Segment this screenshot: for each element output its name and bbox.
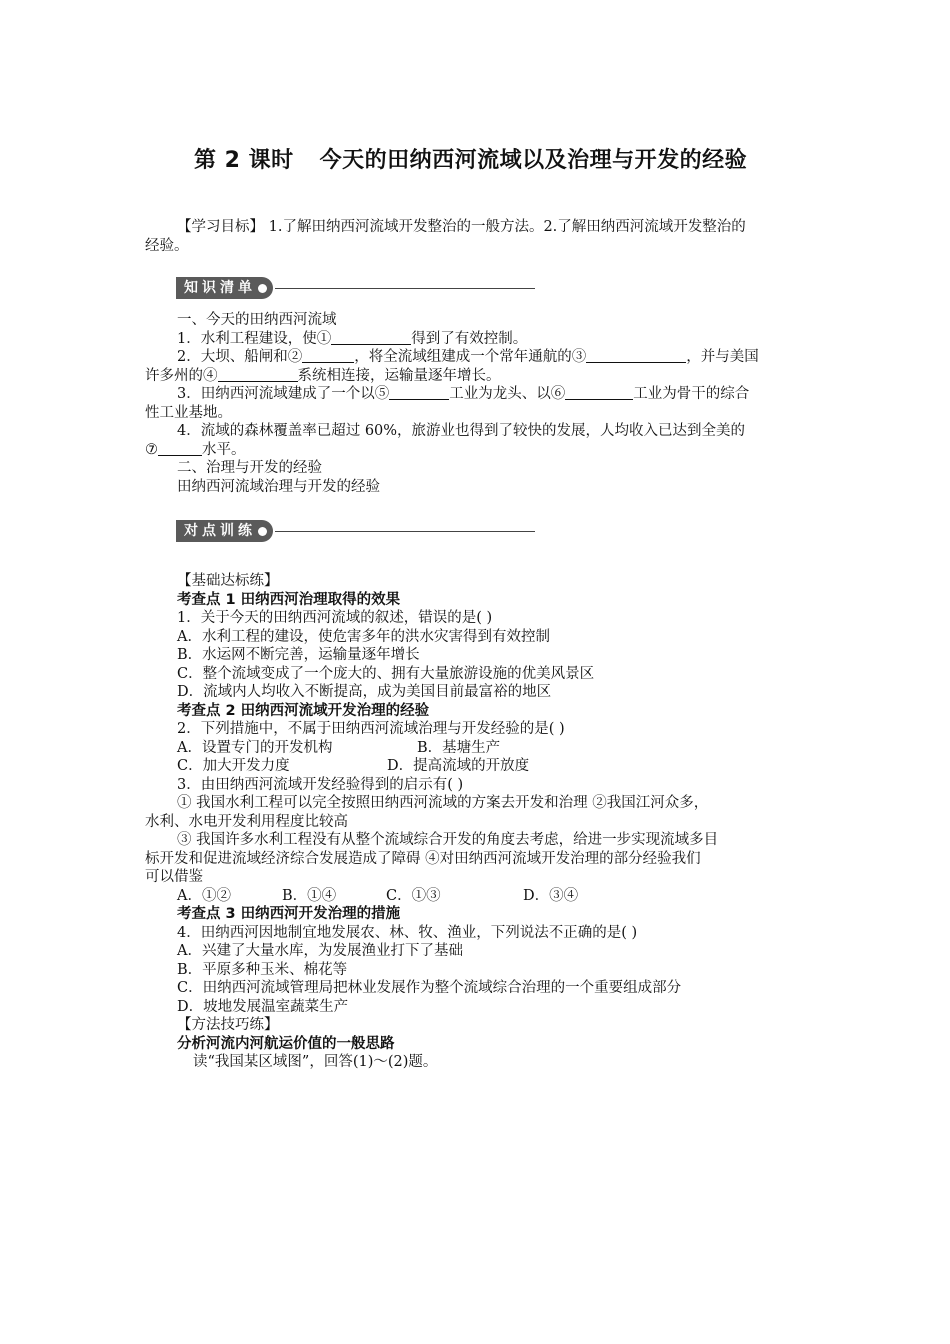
section-subheading: 田纳西河流域治理与开发的经验 (177, 478, 380, 495)
method-practice-label: 【方法技巧练】 (177, 1017, 279, 1033)
option: D．流域内人均收入不断提高，成为美国目前最富裕的地区 (177, 684, 552, 700)
checkpoint-3: 考查点 3 田纳西河开发治理的措施 (177, 906, 401, 922)
list-item-cont: ⑦ 水平。 (145, 441, 246, 458)
option-row: A．①② B．①④ C．①③ D．③④ (177, 887, 579, 904)
question-1: 1．关于今天的田纳西河流域的叙述，错误的是( ) (177, 610, 493, 626)
fill-blank-4[interactable] (218, 367, 298, 382)
option-row: C．加大开发力度 D．提高流域的开放度 (177, 758, 530, 774)
section-heading: 二、治理与开发的经验 (177, 460, 322, 476)
option: B．水运网不断完善，运输量逐年增长 (177, 647, 420, 663)
option: A．兴建了大量水库，为发展渔业打下了基础 (177, 943, 463, 959)
method-title: 分析河流内河航运价值的一般思路 (177, 1035, 395, 1052)
basic-practice-label: 【基础达标练】 (177, 573, 279, 589)
practice-banner: 对点训练 (176, 520, 535, 542)
method-instruction: 读“我国某区域图”，回答(1)～(2)题。 (193, 1054, 438, 1070)
list-item: 2．大坝、船闸和② ，将全流域组建成一个常年通航的③ ，并与美国 (177, 349, 759, 365)
option: C．田纳西河流域管理局把林业发展作为整个流域综合治理的一个重要组成部分 (177, 980, 682, 996)
question-2: 2．下列措施中，不属于田纳西河流域治理与开发经验的是( ) (177, 721, 565, 737)
learning-objective: 【学习目标】 1.了解田纳西河流域开发整治的一般方法。2.了解田纳西河流域开发整治的 经验。 (145, 219, 746, 254)
fill-blank-1[interactable] (331, 330, 411, 345)
divider (275, 288, 535, 289)
fill-blank-2[interactable] (302, 348, 354, 363)
circle-icon (258, 284, 267, 293)
option: B．平原多种玉米、棉花等 (177, 961, 348, 978)
checkpoint-2: 考查点 2 田纳西河流域开发治理的经验 (177, 702, 430, 719)
question-3: 3．由田纳西河流域开发经验得到的启示有( ) (177, 776, 464, 793)
fill-blank-6[interactable] (565, 385, 633, 400)
option: C．整个流域变成了一个庞大的、拥有大量旅游设施的优美风景区 (177, 665, 595, 682)
fill-blank-7[interactable] (158, 441, 202, 456)
knowledge-section: 一、今天的田纳西河流域 1．水利工程建设，使① 得到了有效控制。 2．大坝、船闸和② ，将全流域组建成一个常年通航的③ ，并与美国 许多州的④ 系统相连接，运输量逐年增长。 3．田纳西河流域建成了一个以⑤ 工业为龙头、以⑥ 工业为骨干的综合 性工业基地。 4．流域的森林覆盖率已超过 60%，旅游业也得到了较快的发展，人均收入已达到全美的 ⑦ 水平。 二、治理与开发的经验 田纳西河流域治理与开发的经验 (145, 311, 811, 496)
list-item-cont: 许多州的④ 系统相连接，运输量逐年增长。 (145, 367, 501, 384)
circle-icon (258, 527, 267, 536)
question-4: 4．田纳西河因地制宜地发展农、林、牧、渔业，下列说法不正确的是( ) (177, 924, 638, 941)
practice-section: 【基础达标练】 考查点 1 田纳西河治理取得的效果 1．关于今天的田纳西河流域的叙述，错误的是( ) A．水利工程的建设，使危害多年的洪水灾害得到有效控制 B．水运网不断完善，运输量逐年增长 C．整个流域变成了一个庞大的、拥有大量旅游设施的优美风景区 D．流域内人均收入不断提高，成为美国目前最富裕的地区 考查点 2 田纳西河流域开发治理的经验 2．下列措施中，不属于田纳西河流域治理与开发经验的是( ) A．设置专门的开发机构 B．基塘生产 C．加大开发力度 D．提高流域的开放度 3．由田纳西河流域开发经验得到的启示有( ) ① 我国水利工程可以完全按照田纳西河流域的方案去开发和治理 ②我国江河众多， 水利、水电开发利用程度比较高 ③ 我国许多水利工程没有从整个流域综合开发的角度去考虑，给进一步实现流域多目 标开发和促进流域经济综合发展造成了障碍 ④对田纳西河流域开发治理的部分经验我们 可以借鉴 A．①② B．①④ C．①③ D．③④ 考查点 3 田纳西河开发治理的措施 4．田纳西河因地制宜地发展农、林、牧、渔业，下列说法不正确的是( ) A．兴建了大量水库，为发展渔业打下了基础 B．平原多种玉米、棉花等 C．田纳西河流域管理局把林业发展作为整个流域综合治理的一个重要组成部分 D．坡地发展温室蔬菜生产 【方法技巧练】 分析河流内河航运价值的一般思路 读“我国某区域图”，回答(1)～(2)题。 (145, 572, 811, 1072)
list-item: 1．水利工程建设，使① 得到了有效控制。 (177, 330, 528, 347)
option: D．坡地发展温室蔬菜生产 (177, 998, 349, 1015)
title-lesson: 第 2 课时 (194, 148, 294, 173)
list-item: 4．流域的森林覆盖率已超过 60%，旅游业也得到了较快的发展，人均收入已达到全美的 (177, 423, 746, 439)
knowledge-list-banner: 知识清单 (176, 277, 535, 299)
list-item: 3．田纳西河流域建成了一个以⑤ 工业为龙头、以⑥ 工业为骨干的综合 (177, 386, 750, 402)
section-heading: 一、今天的田纳西河流域 (177, 312, 337, 328)
option-row: A．设置专门的开发机构 B．基塘生产 (177, 739, 501, 756)
divider (275, 531, 535, 532)
fill-blank-3[interactable] (586, 348, 686, 363)
option: A．水利工程的建设，使危害多年的洪水灾害得到有效控制 (177, 628, 550, 645)
fill-blank-5[interactable] (389, 385, 449, 400)
page-title (194, 143, 747, 174)
title-topic: 今天的田纳西河流域以及治理与开发的经验 (319, 148, 748, 173)
checkpoint-1: 考查点 1 田纳西河治理取得的效果 (177, 591, 401, 608)
